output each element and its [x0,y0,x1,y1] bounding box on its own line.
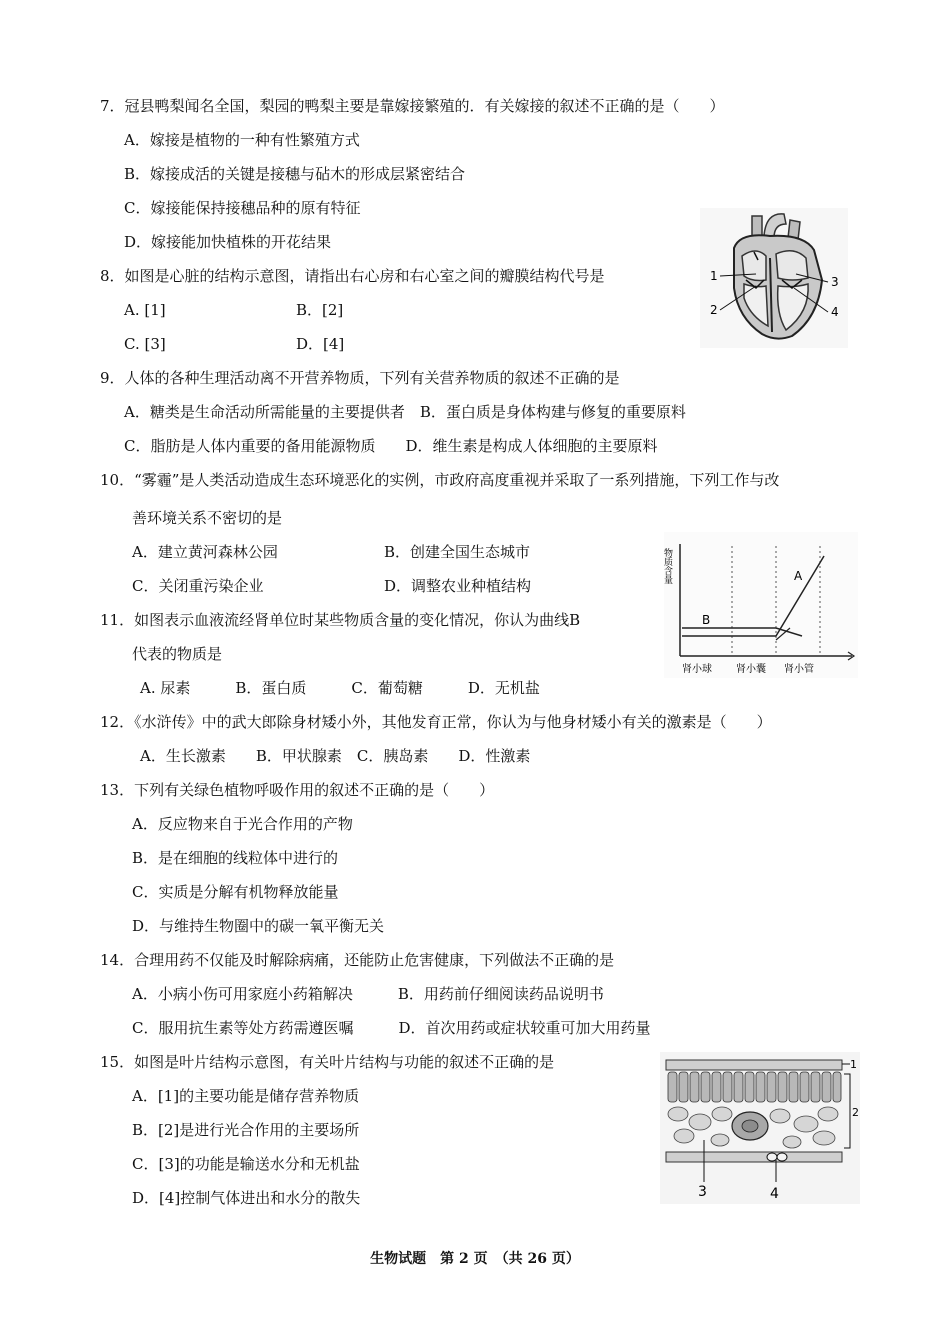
leaf-label-4: 4 [770,1186,779,1202]
leaf-label-1: 1 [850,1058,857,1071]
q7-stem: 7．冠县鸭梨闻名全国，梨园的鸭梨主要是靠嫁接繁殖的．有关嫁接的叙述不正确的是（ ） [100,97,725,115]
graph-x-label-3: 肾小管 [784,664,814,675]
kidney-graph [664,532,858,678]
q8-option-d: D．[4] [296,335,345,353]
curve-label-a: A [794,569,803,583]
q13-stem: 13．下列有关绿色植物呼吸作用的叙述不正确的是（ ） [100,781,495,799]
q11-stem-line1: 11．如图表示血液流经肾单位时某些物质含量的变化情况，你认为曲线B [100,611,581,629]
q8-option-a: A. [1] [124,301,166,319]
heart-diagram [700,208,848,348]
q7-option-b: B．嫁接成活的关键是接穗与砧木的形成层紧密结合 [124,165,466,183]
q9-options-cd: C．脂肪是人体内重要的备用能源物质 D．维生素是构成人体细胞的主要原料 [124,437,658,455]
q7-option-c: C．嫁接能保持接穗品种的原有特征 [124,199,361,217]
q8-stem: 8．如图是心脏的结构示意图，请指出右心房和右心室之间的瓣膜结构代号是 [100,267,605,285]
heart-label-1: 1 [710,269,718,283]
q15-option-c: C．[3]的功能是输送水分和无机盐 [132,1155,360,1173]
leaf-diagram [660,1052,860,1204]
q15-option-b: B．[2]是进行光合作用的主要场所 [132,1121,360,1139]
q10-option-b: B．创建全国生态城市 [384,543,531,561]
q9-options-ab: A．糖类是生命活动所需能量的主要提供者 B．蛋白质是身体构建与修复的重要原料 [124,403,686,421]
q10-option-c: C．关闭重污染企业 [132,577,264,595]
q13-option-d: D．与维持生物圈中的碳一氧平衡无关 [132,917,385,935]
q9-stem: 9．人体的各种生理活动离不开营养物质，下列有关营养物质的叙述不正确的是 [100,369,620,387]
q10-stem-line2: 善环境关系不密切的是 [132,509,283,527]
graph-ylabel: 物质含量 [662,548,672,584]
q8-option-b: B．[2] [296,301,344,319]
heart-label-2: 2 [710,303,718,317]
q14-options-ab: A．小病小伤可用家庭小药箱解决 B．用药前仔细阅读药品说明书 [132,985,604,1003]
heart-label-4: 4 [831,305,839,319]
page-footer: 生物试题 第 2 页 （共 26 页） [370,1251,580,1267]
q13-option-a: A．反应物来自于光合作用的产物 [132,815,353,833]
q14-stem: 14．合理用药不仅能及时解除病痛，还能防止危害健康，下列做法不正确的是 [100,951,615,969]
q15-stem: 15．如图是叶片结构示意图，有关叶片结构与功能的叙述不正确的是 [100,1053,555,1071]
q10-option-d: D．调整农业种植结构 [384,577,532,595]
heart-label-3: 3 [831,275,839,289]
q8-option-c: C. [3] [124,335,166,353]
q10-stem-line1: 10．“雾霾”是人类活动造成生态环境恶化的实例，市政府高度重视并采取了一系列措施，下列工作与改 [100,471,780,489]
q7-option-d: D．嫁接能加快植株的开花结果 [124,233,332,251]
q10-option-a: A．建立黄河森林公园 [132,543,278,561]
q13-option-b: B．是在细胞的线粒体中进行的 [132,849,339,867]
graph-x-label-1: 肾小球 [682,664,712,675]
q11-options: A. 尿素 B．蛋白质 C．葡萄糖 D．无机盐 [140,679,540,697]
q13-option-c: C．实质是分解有机物释放能量 [132,883,339,901]
q15-option-d: D．[4]控制气体进出和水分的散失 [132,1189,361,1207]
q11-stem-line2: 代表的物质是 [132,645,223,663]
leaf-label-2: 2 [852,1106,859,1119]
graph-x-label-2: 肾小囊 [736,664,766,675]
q12-stem: 12．《水浒传》中的武大郎除身材矮小外，其他发育正常，你认为与他身材矮小有关的激素是（ ） [100,713,772,731]
leaf-label-3: 3 [698,1184,707,1200]
curve-label-b: B [702,613,711,627]
q12-options: A．生长激素 B．甲状腺素 C．胰岛素 D．性激素 [140,747,531,765]
q7-option-a: A．嫁接是植物的一种有性繁殖方式 [124,131,360,149]
q15-option-a: A．[1]的主要功能是储存营养物质 [132,1087,360,1105]
q14-options-cd: C．服用抗生素等处方药需遵医嘱 D．首次用药或症状较重可加大用药量 [132,1019,651,1037]
